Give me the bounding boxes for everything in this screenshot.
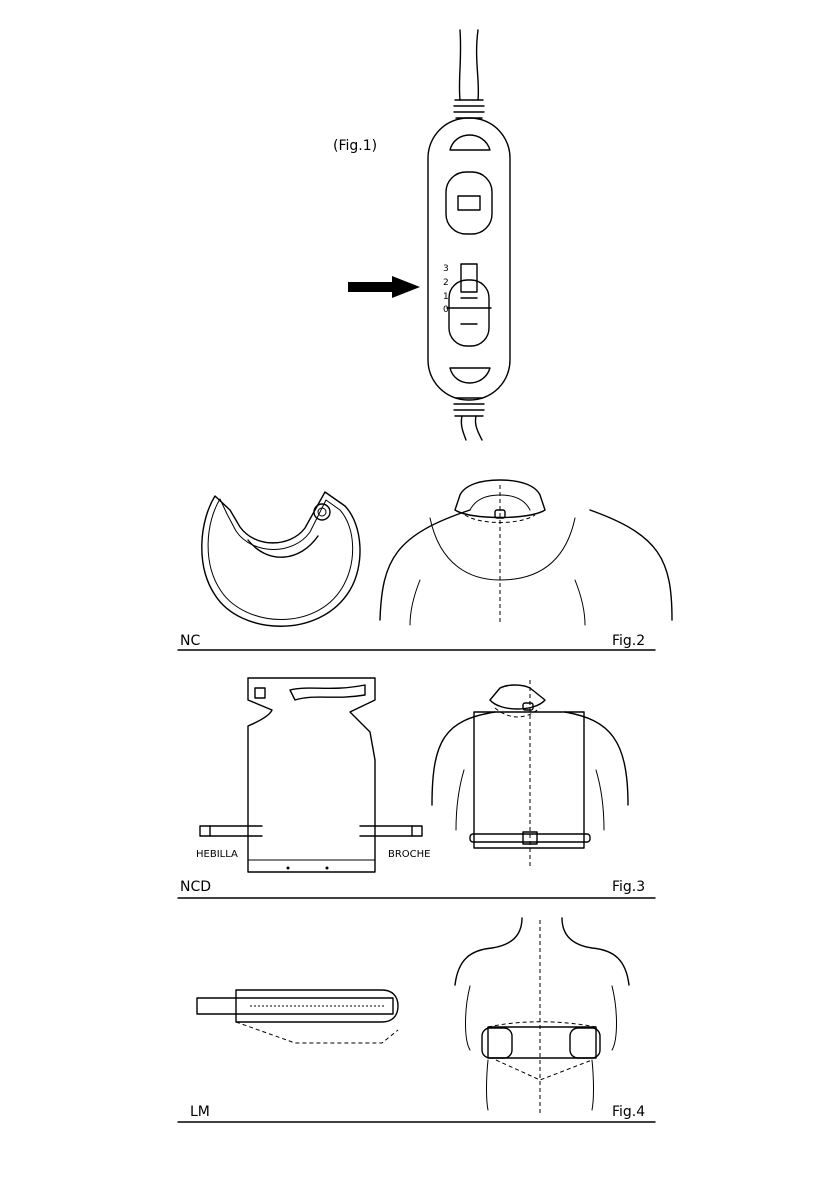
fig2-caption: Fig.2 <box>612 633 646 649</box>
cable-bottom <box>461 416 482 440</box>
controller-top-cap <box>450 135 490 150</box>
fig2-model: NC <box>180 633 201 649</box>
back-pad <box>196 678 431 872</box>
neck-pad <box>202 492 360 626</box>
torso-front <box>380 480 672 625</box>
right-strap-label: BROCHE <box>388 849 431 860</box>
fig3-model: NCD <box>180 879 212 895</box>
slider-knob[interactable] <box>449 280 489 346</box>
cable-top <box>459 30 478 100</box>
fig4-lm <box>178 918 655 1122</box>
controller-body <box>428 118 510 400</box>
strain-relief-top <box>454 100 484 118</box>
scale-2: 2 <box>443 278 449 288</box>
scale-1: 1 <box>443 292 449 302</box>
slider-track[interactable] <box>461 264 477 292</box>
left-strap-label: HEBILLA <box>196 849 238 860</box>
fig3-ncd <box>178 678 655 898</box>
torso-lower <box>455 918 629 1115</box>
fig1-caption: (Fig.1) <box>333 138 378 154</box>
fig4-model: LM <box>190 1104 210 1120</box>
scale-0: 0 <box>443 305 449 315</box>
pointer-arrow <box>348 276 420 298</box>
display-window <box>446 172 492 234</box>
fig3-caption: Fig.3 <box>612 879 646 895</box>
fig4-caption: Fig.4 <box>612 1104 646 1120</box>
lumbar-pad <box>197 990 398 1043</box>
torso-back <box>432 680 628 868</box>
fig1-controller <box>333 30 510 440</box>
fig2-nc <box>178 480 672 650</box>
indicator-light <box>458 196 480 210</box>
controller-bottom-cap <box>450 368 490 383</box>
scale-3: 3 <box>443 264 449 274</box>
